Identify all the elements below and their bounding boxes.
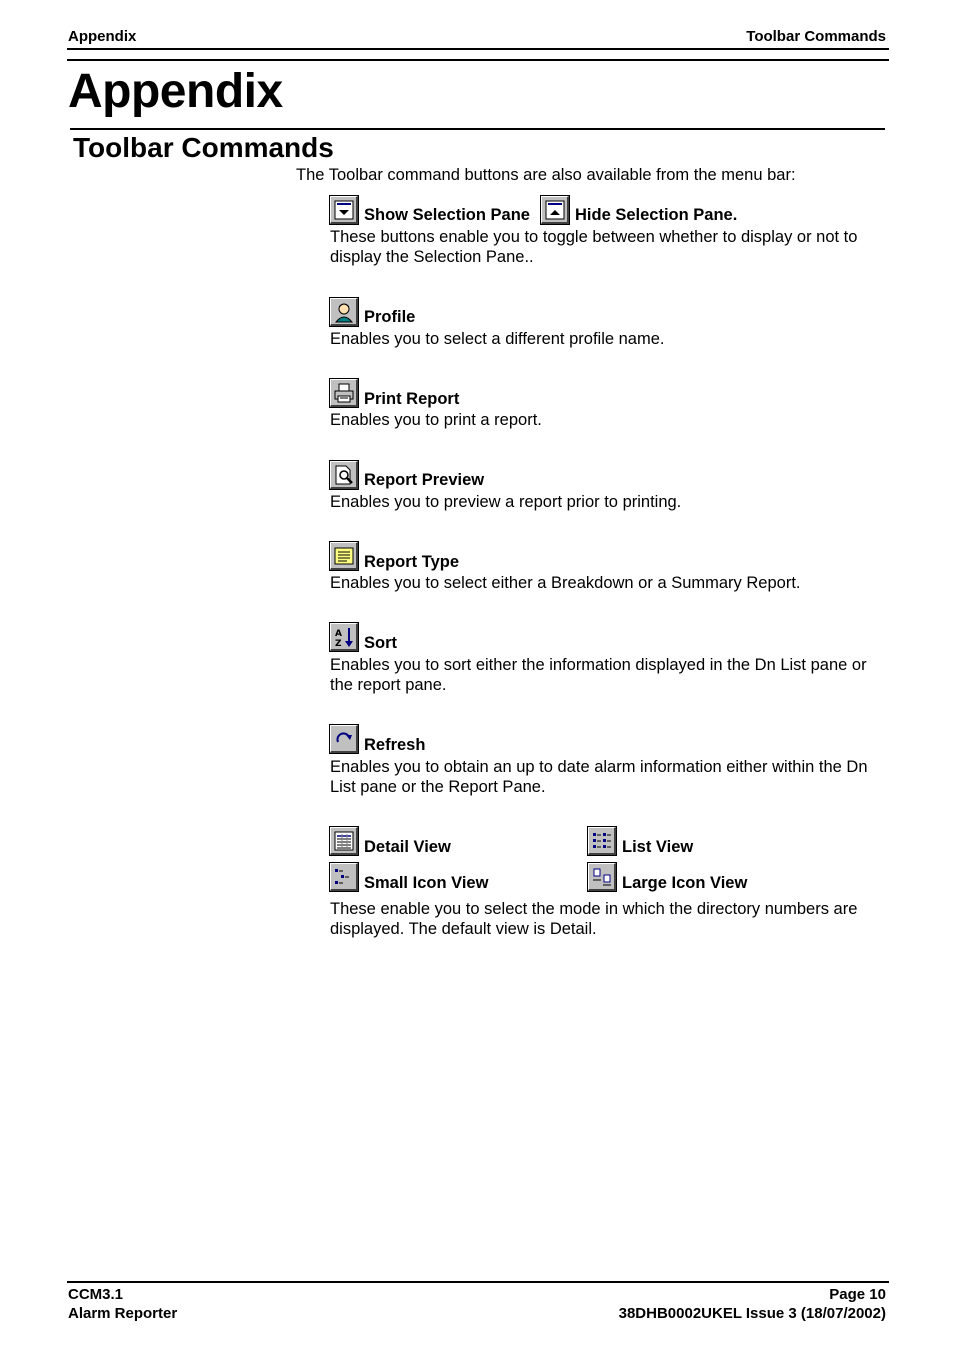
svg-text:A: A — [335, 629, 342, 639]
large-icon-view-label: Large Icon View — [622, 874, 748, 892]
large-icon-view-icon — [588, 863, 616, 891]
show-selection-pane-icon — [330, 196, 358, 224]
small-icon-view-label: Small Icon View — [364, 874, 489, 892]
report-preview-label: Report Preview — [364, 471, 485, 489]
selection-pane-description: These buttons enable you to toggle between whether to display or not to display the Selection Pane.. — [330, 228, 858, 266]
report-preview-description: Enables you to preview a report prior to printing. — [330, 493, 682, 511]
header-section: Appendix — [68, 28, 137, 45]
section-title: Toolbar Commands — [73, 132, 334, 163]
refresh-description: Enables you to obtain an up to date alarm information either within the Dn List pane or the Report Pane. — [330, 758, 868, 796]
detail-view-label: Detail View — [364, 838, 451, 856]
profile-icon — [330, 298, 358, 326]
report-type-icon — [330, 542, 358, 570]
header-chapter: Toolbar Commands — [746, 28, 886, 45]
svg-text:Z: Z — [335, 639, 342, 648]
footer-product: CCM3.1 — [68, 1286, 124, 1303]
report-type-label: Report Type — [364, 553, 460, 571]
footer-document-id: 38DHB0002UKEL Issue 3 (18/07/2002) — [618, 1305, 886, 1322]
detail-view-icon — [330, 827, 358, 855]
report-type-description: Enables you to select either a Breakdown or a Summary Report. — [330, 574, 801, 592]
sort-az-icon — [330, 623, 358, 651]
print-report-description: Enables you to print a report. — [330, 411, 542, 429]
small-icon-view-icon — [330, 863, 358, 891]
list-view-icon — [588, 827, 616, 855]
page-title: Appendix — [68, 65, 283, 118]
title-rule — [70, 128, 885, 130]
hide-selection-pane-icon — [541, 196, 569, 224]
report-preview-icon — [330, 461, 358, 489]
refresh-label: Refresh — [364, 736, 426, 754]
intro-text: The Toolbar command buttons are also available from the menu bar: — [296, 166, 796, 184]
footer-product-name: Alarm Reporter — [68, 1305, 178, 1322]
hide-selection-pane-label: Hide Selection Pane. — [575, 206, 738, 224]
header-rule-top — [67, 48, 889, 50]
printer-icon — [330, 379, 358, 407]
footer-page-number: Page 10 — [829, 1286, 886, 1303]
show-selection-pane-label: Show Selection Pane — [364, 206, 530, 224]
sort-description: Enables you to sort either the information displayed in the Dn List pane or the report pane. — [330, 656, 867, 694]
list-view-label: List View — [622, 838, 694, 856]
views-description: These enable you to select the mode in which the directory numbers are displayed. The default view is Detail. — [330, 900, 858, 938]
header-rule-bottom — [67, 59, 889, 61]
sort-label: Sort — [364, 634, 397, 652]
print-report-label: Print Report — [364, 390, 460, 408]
footer-rule — [67, 1281, 889, 1283]
profile-label: Profile — [364, 308, 416, 326]
profile-description: Enables you to select a different profile name. — [330, 330, 665, 348]
refresh-icon — [330, 725, 358, 753]
